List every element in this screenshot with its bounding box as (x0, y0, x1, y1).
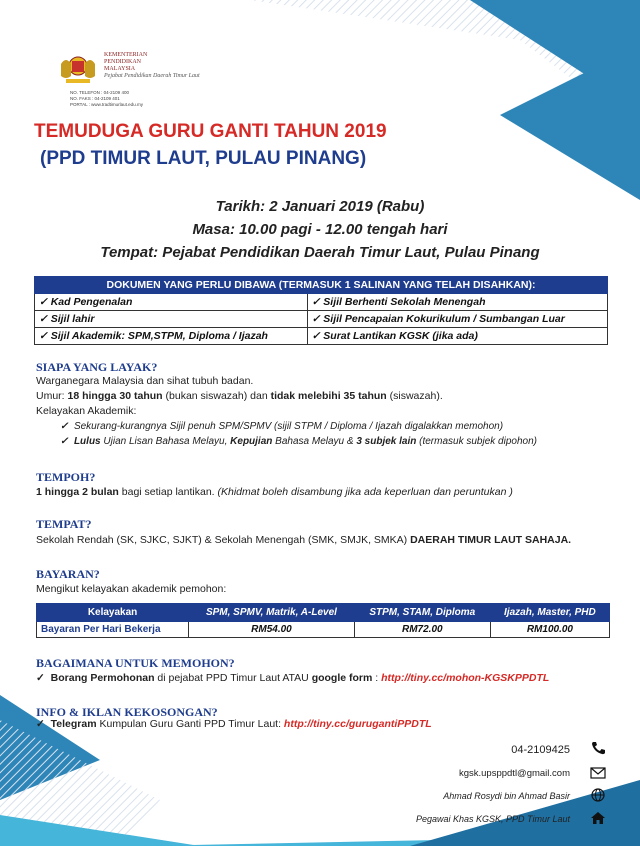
eligibility-body (36, 374, 616, 449)
ministry-crest-icon (58, 52, 98, 86)
document-item: ✓ Sijil lahir (35, 311, 308, 328)
header-contact-line: PORTAL : www.tradtimurlaut.edu.my (70, 102, 143, 107)
payment-heading: BAYARAN? (36, 567, 100, 581)
ministry-line: MALAYSIA (104, 66, 136, 72)
contact-email: kgsk.upsppdtl@gmail.com (458, 768, 570, 779)
column-header: SPM, SPMV, Matrik, A-Level (189, 604, 355, 622)
globe-icon (590, 788, 606, 802)
table-row (35, 328, 608, 345)
info-body: ✓ Telegram Kumpulan Guru Ganti PPD Timur Laut: http://tiny.cc/gurugantiPPDTL (36, 718, 432, 730)
academic-point: ✓ Lulus Ujian Lisan Bahasa Melayu, Kepujian Bahasa Melayu & 3 subjek lain (termasuk subjek dipohon) (60, 436, 537, 447)
contact-name: Ahmad Rosydi bin Ahmad Basir (443, 791, 570, 801)
ministry-line: KEMENTERIAN (104, 52, 148, 58)
column-header: Ijazah, Master, PHD (490, 604, 609, 622)
page-title: TEMUDUGA GURU GANTI TAHUN 2019 (34, 121, 387, 142)
apply-form-link[interactable]: http://tiny.cc/mohon-KGSKPPDTL (381, 672, 550, 684)
eligibility-line: Warganegara Malaysia dan sihat tubuh badan. (36, 375, 254, 387)
check-icon: ✓ (36, 672, 45, 684)
header-contact-line: NO. FAKS : 04-2109 401 (70, 96, 120, 101)
page-subtitle: (PPD TIMUR LAUT, PULAU PINANG) (40, 148, 367, 169)
documents-header: DOKUMEN YANG PERLU DIBAWA (TERMASUK 1 SALINAN YANG TELAH DISAHKAN): (35, 277, 608, 294)
location-heading: TEMPAT? (36, 517, 92, 531)
documents-table (34, 276, 608, 345)
table-cell: RM54.00 (189, 622, 355, 638)
phone-icon (590, 741, 606, 755)
document-item: ✓ Surat Lantikan KGSK (jika ada) (307, 328, 607, 345)
document-item: ✓ Sijil Pencapaian Kokurikulum / Sumbangan Luar (307, 311, 607, 328)
table-cell: RM72.00 (354, 622, 490, 638)
table-row (37, 622, 610, 638)
payment-intro: Mengikut kelayakan akademik pemohon: (36, 583, 227, 595)
header-contact-info (70, 90, 143, 108)
table-header-row (37, 604, 610, 622)
apply-heading: BAGAIMANA UNTUK MEMOHON? (36, 656, 235, 670)
ministry-line: Pejabat Pendidikan Daerah Timur Laut (104, 73, 200, 79)
location-body: Sekolah Rendah (SK, SJKC, SJKT) & Sekolah Menengah (SMK, SMJK, SMKA) DAERAH TIMUR LAUT SAHAJA. (36, 534, 572, 546)
ministry-name (104, 52, 200, 80)
telegram-link[interactable]: http://tiny.cc/gurugantiPPDTL (283, 718, 432, 730)
check-icon: ✓ (60, 436, 69, 447)
contact-position: Pegawai Khas KGSK, PPD Timur Laut (416, 814, 570, 824)
document-item: ✓ Sijil Akademik: SPM,STPM, Diploma / Ijazah (35, 328, 308, 345)
period-body: 1 hingga 2 bulan bagi setiap lantikan. (Khidmat boleh disambung jika ada keperluan dan peruntukan ) (36, 486, 513, 498)
table-row (35, 294, 608, 311)
eligibility-heading: SIAPA YANG LAYAK? (36, 360, 158, 374)
document-item: ✓ Sijil Berhenti Sekolah Menengah (307, 294, 607, 311)
check-icon: ✓ (36, 718, 45, 730)
check-icon: ✓ (60, 421, 69, 432)
contact-phone: 04-2109425 (511, 744, 570, 756)
period-heading: TEMPOH? (36, 470, 96, 484)
table-cell: Bayaran Per Hari Bekerja (37, 622, 189, 638)
column-header: Kelayakan (37, 604, 189, 622)
payment-table (36, 603, 610, 638)
column-header: STPM, STAM, Diploma (354, 604, 490, 622)
academic-label: Kelayakan Akademik: (36, 405, 137, 417)
email-icon (590, 766, 606, 780)
document-item: ✓ Kad Pengenalan (35, 294, 308, 311)
header-contact-line: NO. TELEFON : 04-2109 400 (70, 90, 129, 95)
event-date: Tarikh: 2 Januari 2019 (Rabu) (215, 198, 425, 215)
info-heading: INFO & IKLAN KEKOSONGAN? (36, 705, 218, 719)
event-place: Tempat: Pejabat Pendidikan Daerah Timur Laut, Pulau Pinang (100, 244, 540, 261)
ministry-line: PENDIDIKAN (104, 59, 141, 65)
home-icon (590, 811, 606, 825)
apply-body: ✓ Borang Permohonan di pejabat PPD Timur Laut ATAU google form : http://tiny.cc/mohon-KGSKPPDTL (36, 672, 550, 684)
event-time: Masa: 10.00 pagi - 12.00 tengah hari (192, 221, 448, 238)
academic-point: ✓ Sekurang-kurangnya Sijil penuh SPM/SPMV (sijil STPM / Diploma / Ijazah digalakkan memohon) (60, 421, 504, 432)
table-cell: RM100.00 (490, 622, 609, 638)
age-line: Umur: 18 hingga 30 tahun (bukan siswazah) dan tidak melebihi 35 tahun (siswazah). (36, 390, 443, 402)
table-row (35, 311, 608, 328)
